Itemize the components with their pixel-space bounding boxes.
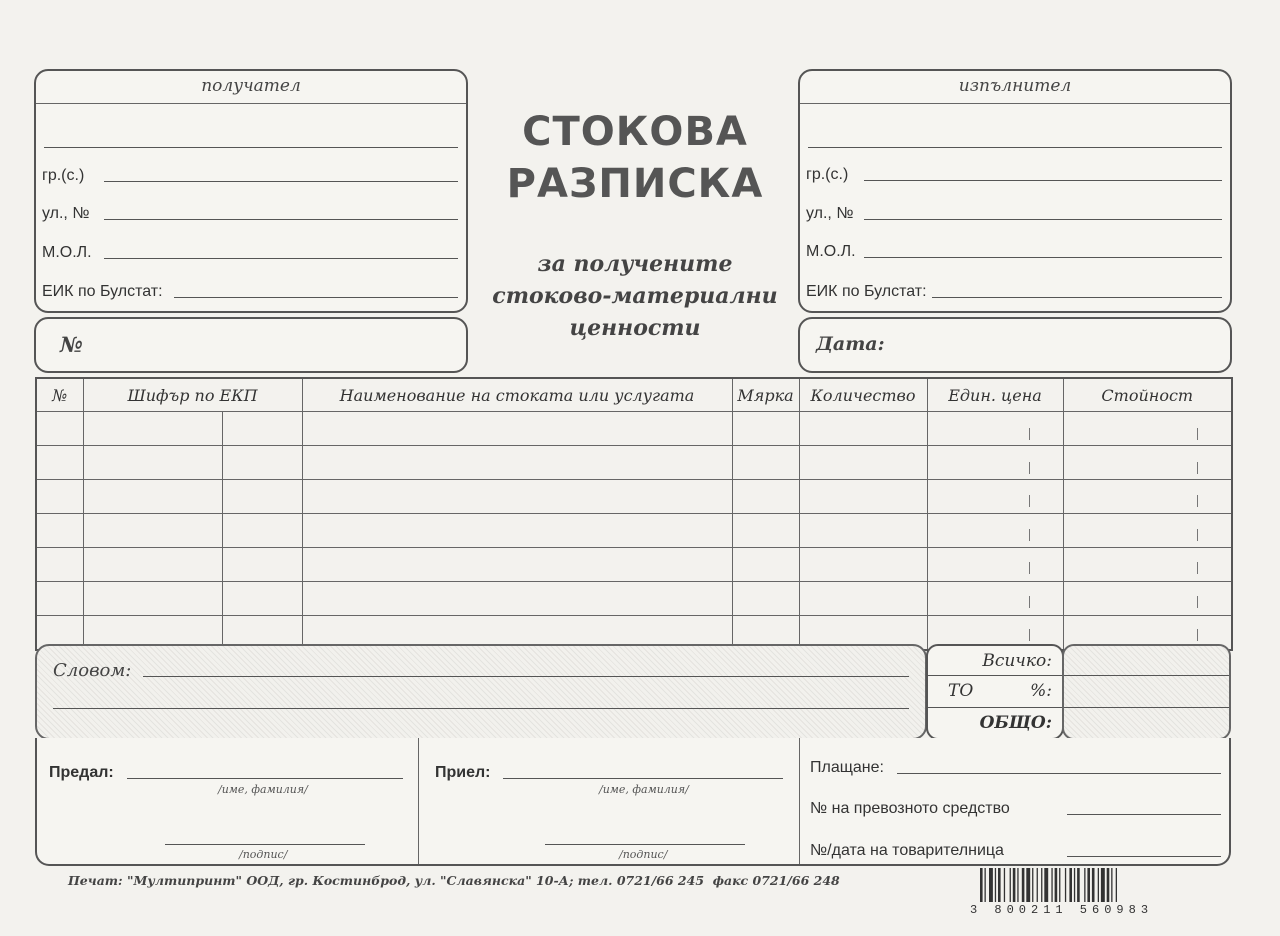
totals-divider-1 — [928, 675, 1062, 676]
barcode-bar — [1107, 868, 1110, 902]
cell-code-a[interactable] — [83, 582, 222, 616]
signatures-box — [35, 738, 1231, 866]
all-label: Всичко: — [982, 651, 1052, 671]
recipient-eik-label: ЕИК по Булстат: — [42, 283, 163, 300]
handed-name-hint: /име, фамилия/ — [218, 783, 308, 796]
barcode-bar — [1055, 868, 1058, 902]
received-label: Приел: — [435, 764, 491, 781]
barcode-bar — [989, 868, 993, 902]
barcode-digits: 3 800211 560983 — [970, 903, 1154, 917]
supplier-name-line[interactable] — [808, 147, 1222, 148]
supplier-street-line[interactable] — [864, 219, 1222, 220]
barcode-bar — [1037, 868, 1038, 902]
cell-code-b[interactable] — [222, 480, 302, 514]
col-unit-header: Мярка — [732, 378, 799, 412]
col-code-header: Шифър по ЕКП — [83, 378, 302, 412]
supplier-mol-line[interactable] — [864, 257, 1222, 258]
cell-code-b[interactable] — [222, 446, 302, 480]
totals-values-divider-2 — [1064, 707, 1229, 708]
table-row — [36, 514, 1232, 548]
items-table — [35, 377, 1233, 651]
vehicle-label: № на превозното средство — [810, 800, 1010, 817]
handed-label: Предал: — [49, 764, 114, 781]
supplier-header: изпълнител — [800, 71, 1230, 104]
price-decimal-tick — [1029, 596, 1030, 608]
col-qty-header: Количество — [799, 378, 927, 412]
cell-price[interactable] — [927, 582, 1063, 616]
supplier-box — [798, 69, 1232, 313]
supplier-eik-label: ЕИК по Булстат: — [806, 283, 927, 300]
barcode-bar — [1059, 868, 1060, 902]
barcode-bar — [1022, 868, 1025, 902]
totals-divider-2 — [928, 707, 1062, 708]
cell-price[interactable] — [927, 480, 1063, 514]
price-decimal-tick — [1029, 529, 1030, 541]
barcode-bar — [980, 868, 983, 902]
document-subtitle-line2: стоково-материални — [492, 283, 778, 309]
waybill-line[interactable] — [1067, 856, 1221, 857]
cell-unit[interactable] — [732, 412, 799, 446]
totals-values-divider-1 — [1064, 675, 1229, 676]
recipient-city-line[interactable] — [104, 181, 458, 182]
received-sign-line[interactable] — [545, 844, 745, 845]
supplier-city-line[interactable] — [864, 180, 1222, 181]
recipient-street-label: ул., № — [42, 205, 90, 222]
barcode-bar — [1051, 868, 1052, 902]
in-words-box[interactable] — [35, 644, 927, 740]
totals-labels-box — [926, 644, 1064, 740]
table-row — [36, 412, 1232, 446]
payment-line[interactable] — [897, 773, 1221, 774]
recipient-box — [34, 69, 468, 313]
value-decimal-tick — [1197, 529, 1198, 541]
cell-code-a[interactable] — [83, 446, 222, 480]
barcode-bar — [1044, 868, 1048, 902]
table-row — [36, 480, 1232, 514]
barcode-bar — [1074, 868, 1075, 902]
col-no-header: № — [36, 378, 83, 412]
supplier-city-label: гр.(с.) — [806, 166, 849, 183]
value-decimal-tick — [1197, 562, 1198, 574]
number-label: № — [60, 332, 83, 357]
value-decimal-tick — [1197, 596, 1198, 608]
cell-value[interactable] — [1063, 480, 1232, 514]
cell-unit[interactable] — [732, 514, 799, 548]
barcode-bar — [998, 868, 1001, 902]
cell-value[interactable] — [1063, 582, 1232, 616]
document-subtitle-line3: ценности — [569, 315, 701, 341]
value-decimal-tick — [1197, 629, 1198, 641]
table-header-row — [36, 378, 1232, 412]
barcode-bar — [995, 868, 996, 902]
barcode-bar — [1004, 868, 1005, 902]
recipient-mol-line[interactable] — [104, 258, 458, 259]
document-subtitle-line1: за получените — [537, 251, 733, 277]
handed-sign-line[interactable] — [165, 844, 365, 845]
cell-price[interactable] — [927, 412, 1063, 446]
in-words-line-1[interactable] — [143, 676, 909, 677]
barcode-bar — [1065, 868, 1066, 902]
barcode-bar — [1010, 868, 1011, 902]
barcode-bar — [1116, 868, 1117, 902]
cell-code-b[interactable] — [222, 514, 302, 548]
cell-code-b[interactable] — [222, 412, 302, 446]
cell-name[interactable] — [302, 480, 732, 514]
barcode-bar — [1111, 868, 1112, 902]
barcode-bar — [1087, 868, 1090, 902]
supplier-eik-line[interactable] — [932, 297, 1222, 298]
price-decimal-tick — [1029, 462, 1030, 474]
col-value-header: Стойност — [1063, 378, 1232, 412]
price-decimal-tick — [1029, 428, 1030, 440]
cell-no[interactable] — [36, 446, 83, 480]
sig-divider-2 — [799, 738, 800, 864]
cell-qty[interactable] — [799, 446, 927, 480]
cell-qty[interactable] — [799, 412, 927, 446]
received-name-hint: /име, фамилия/ — [599, 783, 689, 796]
handed-name-line[interactable] — [127, 778, 403, 779]
recipient-header: получател — [36, 71, 466, 104]
cell-no[interactable] — [36, 582, 83, 616]
cell-unit[interactable] — [732, 582, 799, 616]
cell-no[interactable] — [36, 480, 83, 514]
cell-qty[interactable] — [799, 548, 927, 582]
supplier-mol-label: М.О.Л. — [806, 243, 856, 260]
cell-code-a[interactable] — [83, 548, 222, 582]
totals-values-box[interactable] — [1062, 644, 1231, 740]
barcode-bar — [1092, 868, 1095, 902]
value-decimal-tick — [1197, 428, 1198, 440]
barcode-bar — [1101, 868, 1105, 902]
in-words-label: Словом: — [53, 660, 132, 681]
total-label: ОБЩО: — [979, 713, 1052, 733]
document-title-line1: СТОКОВА — [522, 109, 748, 155]
cell-value[interactable] — [1063, 548, 1232, 582]
recipient-eik-line[interactable] — [174, 297, 458, 298]
recipient-street-line[interactable] — [104, 219, 458, 220]
document-title-line2: РАЗПИСКА — [506, 161, 764, 207]
in-words-line-2[interactable] — [53, 708, 909, 709]
recipient-mol-label: М.О.Л. — [42, 244, 92, 261]
cell-name[interactable] — [302, 446, 732, 480]
cell-qty[interactable] — [799, 582, 927, 616]
cell-qty[interactable] — [799, 480, 927, 514]
cell-value[interactable] — [1063, 412, 1232, 446]
value-decimal-tick — [1197, 462, 1198, 474]
cell-unit[interactable] — [732, 446, 799, 480]
sig-divider-1 — [418, 738, 419, 864]
supplier-street-label: ул., № — [806, 205, 854, 222]
number-box[interactable] — [34, 317, 468, 373]
printer-info: Печат: "Мултипринт" ООД, гр. Костинброд, ул. "Славянска" 10-А; тел. 0721/66 245 факс 0721/66 248 — [68, 873, 840, 888]
cell-price[interactable] — [927, 514, 1063, 548]
to-label: ТО — [948, 681, 974, 701]
received-name-line[interactable] — [503, 778, 783, 779]
cell-unit[interactable] — [732, 480, 799, 514]
col-name-header: Наименование на стоката или услугата — [302, 378, 732, 412]
price-decimal-tick — [1029, 629, 1030, 641]
cell-price[interactable] — [927, 548, 1063, 582]
cell-name[interactable] — [302, 548, 732, 582]
cell-no[interactable] — [36, 548, 83, 582]
barcode-bar — [985, 868, 986, 902]
table-row — [36, 548, 1232, 582]
barcode-bar — [1041, 868, 1042, 902]
value-decimal-tick — [1197, 495, 1198, 507]
cell-value[interactable] — [1063, 446, 1232, 480]
price-decimal-tick — [1029, 562, 1030, 574]
barcode-bar — [1032, 868, 1033, 902]
price-decimal-tick — [1029, 495, 1030, 507]
cell-code-b[interactable] — [222, 548, 302, 582]
barcode-bar — [1069, 868, 1072, 902]
cell-price[interactable] — [927, 446, 1063, 480]
cell-code-a[interactable] — [83, 514, 222, 548]
recipient-city-label: гр.(с.) — [42, 167, 85, 184]
cell-unit[interactable] — [732, 548, 799, 582]
col-price-header: Един. цена — [927, 378, 1063, 412]
barcode-bar — [1077, 868, 1080, 902]
vehicle-line[interactable] — [1067, 814, 1221, 815]
table-row — [36, 446, 1232, 480]
cell-code-a[interactable] — [83, 480, 222, 514]
cell-name[interactable] — [302, 514, 732, 548]
cell-name[interactable] — [302, 582, 732, 616]
cell-code-b[interactable] — [222, 582, 302, 616]
barcode-bar — [1084, 868, 1085, 902]
handed-sign-hint: /подпис/ — [239, 848, 288, 861]
cell-value[interactable] — [1063, 514, 1232, 548]
table-row — [36, 582, 1232, 616]
payment-label: Плащане: — [810, 759, 884, 776]
cell-name[interactable] — [302, 412, 732, 446]
percent-label: %: — [1030, 681, 1052, 701]
recipient-name-line[interactable] — [44, 147, 458, 148]
cell-no[interactable] — [36, 412, 83, 446]
cell-code-a[interactable] — [83, 412, 222, 446]
waybill-label: №/дата на товарителница — [810, 842, 1004, 859]
date-label: Дата: — [816, 333, 885, 355]
received-sign-hint: /подпис/ — [619, 848, 668, 861]
date-box[interactable] — [798, 317, 1232, 373]
barcode-bar — [1013, 868, 1016, 902]
cell-qty[interactable] — [799, 514, 927, 548]
barcode-bar — [1026, 868, 1030, 902]
barcode-bar — [1098, 868, 1099, 902]
barcode-bar — [1017, 868, 1018, 902]
cell-no[interactable] — [36, 514, 83, 548]
